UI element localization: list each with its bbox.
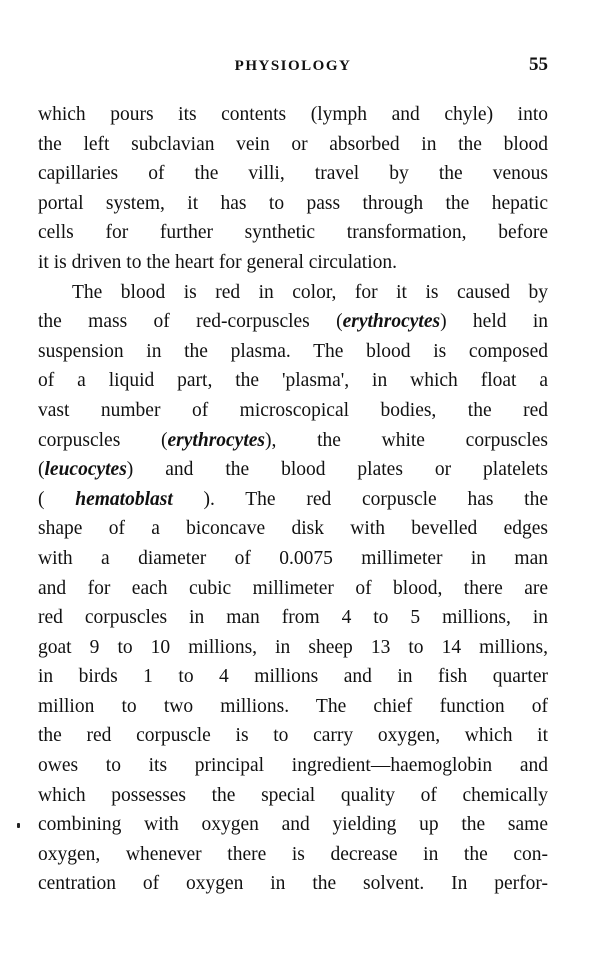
text-segment: of a liquid part, the 'plasma', in which float a (38, 370, 548, 392)
text-segment: in birds 1 to 4 millions and in fish quarter (38, 666, 548, 688)
text-segment: corpuscles ( (38, 429, 168, 451)
text-segment: the left subclavian vein or absorbed in the blood (38, 133, 548, 155)
text-segment: ) held in (440, 311, 548, 333)
text-line (38, 544, 548, 574)
text-line (38, 514, 548, 544)
text-segment: red corpuscles in man from 4 to 5 millions, in (38, 607, 548, 629)
italic-term: hematoblast (75, 488, 173, 510)
text-segment: ), the white corpuscles (265, 429, 548, 451)
text-line (38, 426, 548, 456)
text-line (38, 751, 548, 781)
text-line (38, 574, 548, 604)
text-segment: oxygen, whenever there is decrease in the con- (38, 843, 548, 865)
text-line (38, 633, 548, 663)
text-segment: which possesses the special quality of chemically (38, 784, 548, 806)
text-segment: ). The red corpuscle has the (172, 488, 549, 510)
italic-term: erythrocytes (342, 311, 441, 333)
text-segment: with a diameter of 0.0075 millimeter in man (38, 547, 548, 569)
text-segment: million to two millions. The chief function of (38, 695, 548, 717)
text-line (38, 159, 548, 189)
body-text (38, 100, 548, 899)
text-line (38, 869, 548, 899)
page-number: 55 (529, 54, 548, 75)
italic-term: erythrocytes (167, 429, 266, 451)
text-line (38, 603, 548, 633)
text-line (38, 248, 548, 278)
text-segment: capillaries of the villi, travel by the venous (38, 163, 548, 185)
text-segment: ( (38, 488, 76, 510)
text-segment: which pours its contents (lymph and chyle) into (38, 104, 548, 125)
text-segment: vast number of microscopical bodies, the red (38, 399, 548, 421)
text-segment: and for each cubic millimeter of blood, there are (38, 577, 548, 599)
text-line (38, 307, 548, 337)
text-line (38, 278, 548, 308)
text-line (38, 485, 548, 515)
text-line (38, 810, 548, 840)
running-header (38, 52, 548, 80)
text-segment: cells for further synthetic transformation, before (38, 222, 548, 244)
text-line (38, 781, 548, 811)
text-segment: The blood is red in color, for it is caused by (72, 281, 548, 303)
text-line (38, 692, 548, 722)
text-line (38, 455, 548, 485)
text-segment: portal system, it has to pass through the hepatic (38, 192, 548, 214)
text-segment: shape of a biconcave disk with bevelled edges (38, 518, 548, 540)
text-segment: it is driven to the heart for general circulation. (38, 251, 397, 273)
text-segment: goat 9 to 10 millions, in sheep 13 to 14 millions, (38, 636, 548, 658)
text-line (38, 840, 548, 870)
stray-ink-mark (17, 823, 20, 828)
text-segment: centration of oxygen in the solvent. In perfor- (38, 873, 548, 895)
text-segment: owes to its principal ingredient—haemoglobin and (38, 755, 548, 777)
text-line (38, 130, 548, 160)
text-line (38, 337, 548, 367)
text-line (38, 189, 548, 219)
text-segment: ) and the blood plates or platelets (126, 459, 548, 481)
text-segment: ( (38, 459, 45, 481)
text-segment: combining with oxygen and yielding up the same (38, 814, 548, 836)
text-line (38, 218, 548, 248)
text-line (38, 366, 548, 396)
text-segment: the mass of red-corpuscles ( (38, 311, 343, 333)
italic-term: leucocytes (44, 459, 127, 481)
text-segment: the red corpuscle is to carry oxygen, which it (38, 725, 548, 747)
text-segment: suspension in the plasma. The blood is composed (38, 340, 548, 362)
running-title: PHYSIOLOGY (234, 58, 352, 74)
text-line (38, 662, 548, 692)
text-line (38, 721, 548, 751)
text-line (38, 100, 548, 130)
text-line (38, 396, 548, 426)
